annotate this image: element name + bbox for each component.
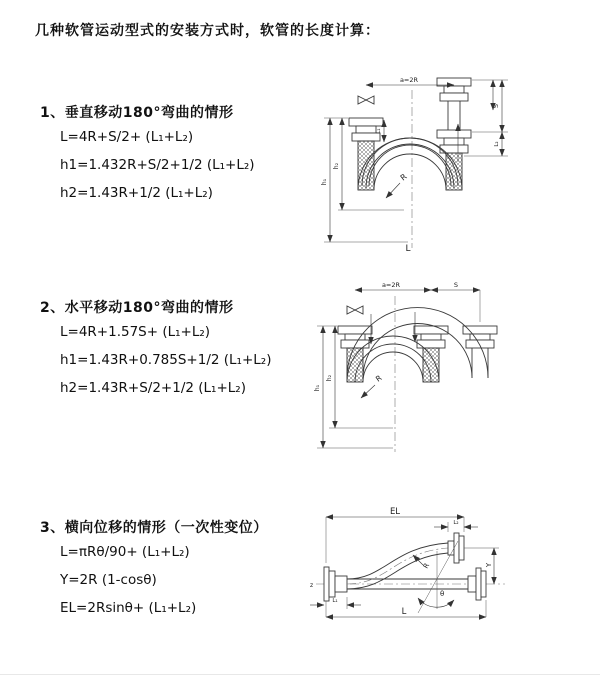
dim-label-h2: h₂: [326, 374, 333, 382]
dim-label-s: S: [453, 281, 459, 289]
radius-label: R: [398, 172, 409, 183]
section-horizontal-movement: [40, 298, 330, 402]
hose-assembly: [338, 306, 497, 382]
section-lateral-displacement: [40, 518, 330, 622]
dim-label-l: L: [401, 607, 407, 617]
radius-label: R: [421, 561, 432, 570]
dim-label-y: Y: [485, 562, 493, 568]
dim-label-l2: L₂: [494, 141, 500, 147]
dim-label-el: EL: [389, 507, 401, 517]
dim-label-a2r: a=2R: [399, 76, 419, 84]
dim-label-l2: L₂: [453, 520, 459, 526]
formula-line: h1=1.43R+0.785S+1/2 (L₁+L₂): [60, 352, 272, 368]
dim-label-l1: L₁: [332, 598, 338, 604]
dim-label-a2r: a=2R: [381, 281, 401, 289]
valve-icon: [358, 96, 374, 104]
formula-line: EL=2Rsinθ+ (L₁+L₂): [60, 600, 197, 616]
diagram-vertical-180-bend: [308, 70, 533, 255]
formula-line: L=4R+1.57S+ (L₁+L₂): [60, 324, 211, 340]
right-flange-displaced-position: [448, 533, 464, 563]
length-label: L: [405, 244, 411, 254]
radius-label: R: [373, 373, 384, 384]
dim-label-h2: h₂: [333, 162, 340, 170]
right-flange-upper-position: [437, 78, 471, 101]
section-heading: 2、水平移动180°弯曲的情形: [40, 300, 234, 316]
diagram-lateral-displacement: [300, 505, 595, 660]
formula-line: L=4R+S/2+ (L₁+L₂): [60, 129, 194, 145]
valve-icon: [347, 306, 363, 314]
dim-label-l1: L₁: [376, 128, 382, 134]
diagram-horizontal-180-bend: [303, 278, 538, 458]
formula-line: h2=1.43R+1/2 (L₁+L₂): [60, 185, 213, 201]
page-title: 几种软管运动型式的安装方式时，软管的长度计算：: [35, 23, 380, 39]
formula-line: h1=1.432R+S/2+1/2 (L₁+L₂): [60, 157, 255, 173]
angle-swing-arc: [418, 598, 454, 607]
hose-assembly: [349, 78, 471, 190]
angle-label: θ: [440, 590, 445, 598]
right-flange-original-position: [468, 568, 486, 600]
section-heading: 3、横向位移的情形（一次性变位）: [40, 520, 268, 536]
formula-line: L=πRθ/90+ (L₁+L₂): [60, 544, 190, 560]
formula-line: Y=2R (1-cosθ): [60, 572, 157, 588]
left-flange: [324, 567, 347, 601]
dimensions: [321, 76, 508, 254]
dimensions: [310, 507, 499, 617]
section-heading: 1、垂直移动180°弯曲的情形: [40, 105, 234, 121]
formula-line: h2=1.43R+S/2+1/2 (L₁+L₂): [60, 380, 246, 396]
dim-label-h1: h₁: [321, 178, 328, 186]
s-curve-hose: [347, 543, 448, 589]
hose-assembly: [324, 533, 486, 601]
dimensions: [314, 281, 480, 448]
dim-label-h1: h₁: [314, 384, 321, 392]
axis-mark: z: [310, 582, 314, 589]
section-vertical-movement: [40, 103, 330, 207]
dim-label-s: S: [492, 103, 500, 109]
